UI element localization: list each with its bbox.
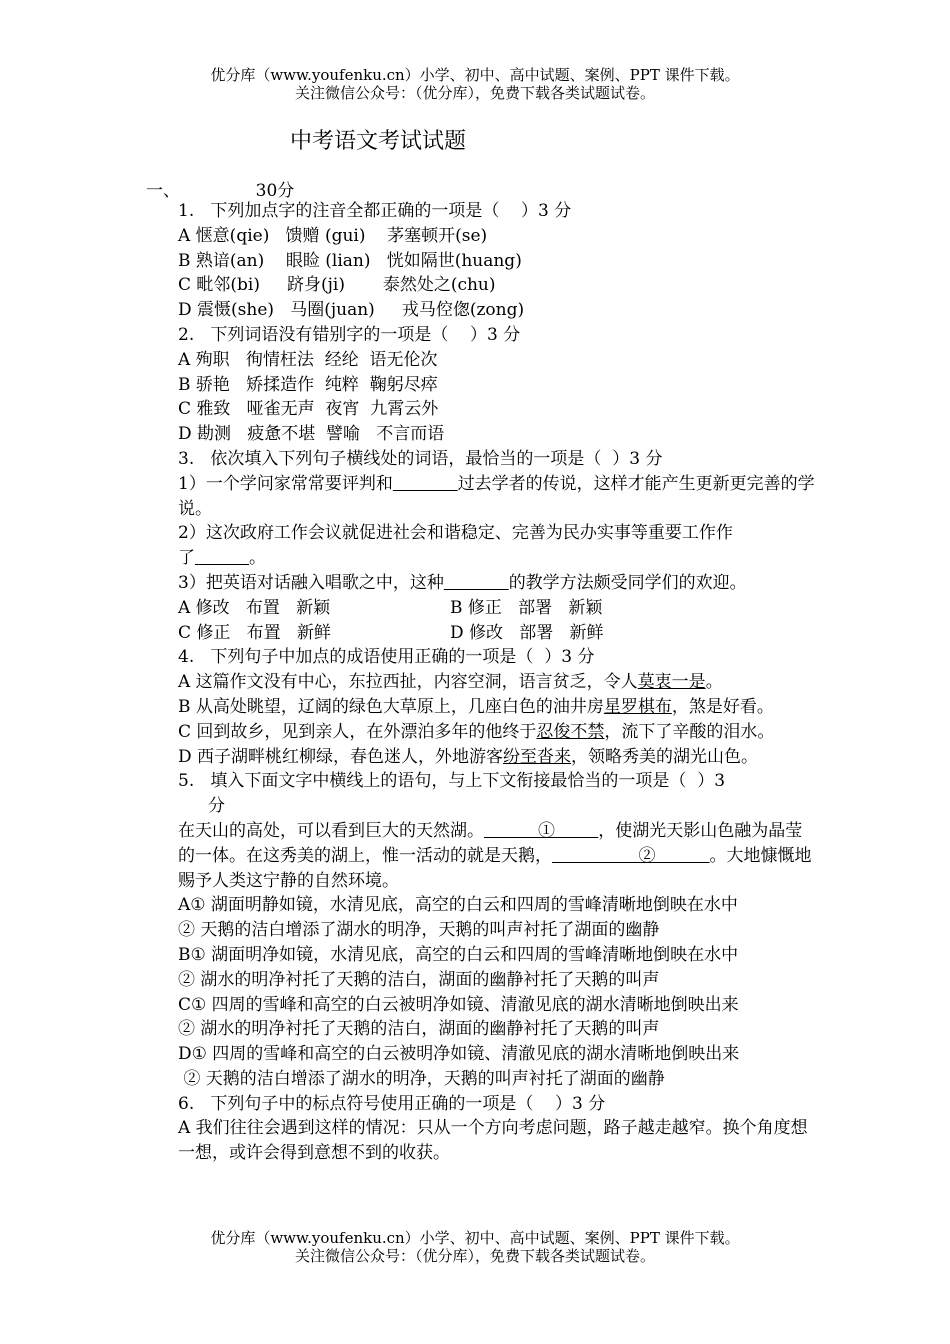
q2-option-c: C 雅致 哑雀无声 夜宵 九霄云外: [178, 399, 439, 420]
q4-option-d: [178, 745, 818, 770]
q5-passage-part-1: 在天山的高处，可以看到巨大的天然湖。: [178, 820, 484, 841]
q3-s1-text-a: 1）一个学问家常常要评判和: [178, 473, 393, 494]
q3-options-row-1: [178, 596, 818, 621]
q4-a-idiom: 莫衷一是: [637, 672, 706, 693]
q1-stem: 1. 下列加点字的注音全都正确的一项是（ ）3 分: [178, 201, 572, 221]
q3-option-a: A 修改 布置 新颖: [178, 597, 331, 618]
q1-option-c: C 毗邻(bi) 跻身(ji) 泰然处之(chu): [178, 275, 496, 296]
section-number: 一、: [146, 181, 180, 201]
q5-blank-1-marker: ①: [538, 820, 556, 841]
q4-a-tail: 。: [705, 672, 723, 693]
q3-s3-text-b: 的教学方法颇受同学们的欢迎。: [508, 572, 747, 593]
q4-option-a: [178, 670, 818, 695]
q5-passage-part-3: 。大地慷慨地赐予人类这宁静的自然环境。: [178, 845, 812, 891]
q3-sentence-3: [178, 571, 818, 596]
q3-option-b: B 修正 部署 新颖: [450, 597, 603, 618]
q3-s1-text-b: 过去学者的传说，这样才能产生更新更完善的学说。: [178, 473, 815, 519]
q5-option-b-2: ② 湖水的明净衬托了天鹅的洁白，湖面的幽静衬托了天鹅的叫声: [178, 969, 660, 990]
q5-option-c-1: C① 四周的雪峰和高空的白云被明净如镜、清澈见底的湖水清晰地倒映出来: [178, 994, 739, 1015]
exam-content: [178, 199, 818, 1166]
q5-passage: [178, 819, 818, 893]
q6-stem: 6. 下列句子中的标点符号使用正确的一项是（ ）3 分: [178, 1093, 606, 1114]
footer-line-2: 关注微信公众号：（优分库），免费下载各类试题试卷。: [294, 1247, 655, 1265]
footer-line-1: 优分库（www.youfenku.cn）小学、初中、高中试题、案例、PPT 课件下载。: [210, 1229, 740, 1247]
q3-option-c: C 修正 布置 新鲜: [178, 622, 331, 643]
q5-blank-1: [484, 821, 598, 841]
header-banner: [0, 66, 950, 102]
q4-c-idiom: 忍俊不禁: [536, 721, 605, 742]
q6-option-a: A 我们往往会遇到这样的情况：只从一个方向考虑问题，路子越走越窄。换个角度想一想，或许会得到意想不到的收获。: [178, 1118, 808, 1164]
q1-option-a: A 惬意(qie) 馈赠 (gui) 茅塞顿开(se): [178, 225, 488, 246]
q2-option-b: B 骄艳 矫揉造作 纯粹 鞠躬尽瘁: [178, 374, 438, 395]
q2-option-d: D 勘测 疲惫不堪 譬喻 不言而语: [178, 424, 445, 445]
q1-option-d: D 震慑(she) 马圈(juan) 戎马倥偬(zong): [178, 300, 525, 321]
q3-options-row-2: [178, 621, 818, 646]
q3-sentence-1: [178, 472, 818, 522]
q4-a-text: A 这篇作文没有中心，东拉西扯，内容空洞，语言贫乏，令人: [178, 672, 638, 693]
footer-banner: [0, 1229, 950, 1265]
q4-option-c: [178, 720, 818, 745]
q5-option-d-1: D① 四周的雪峰和高空的白云被明净如镜、清澈见底的湖水清晰地倒映出来: [178, 1044, 740, 1065]
q5-blank-2-marker: ②: [638, 845, 656, 866]
q3-s3-text-a: 3）把英语对话融入唱歌之中，这种: [178, 572, 444, 593]
q4-b-tail: ，煞是好看。: [671, 696, 774, 717]
q5-blank-2: [552, 846, 710, 866]
document-title: 中考语文考试试题: [290, 129, 467, 154]
q3-stem: 3. 依次填入下列句子横线处的词语，最恰当的一项是（ ）3 分: [178, 448, 663, 469]
q3-s2-text-b: 。: [249, 548, 267, 569]
q5-stem-line-1: 5. 填入下面文字中横线上的语句，与上下文衔接最恰当的一项是（ ）3: [178, 771, 726, 792]
q3-blank-2: [195, 548, 249, 568]
section-score: 30分: [255, 181, 295, 201]
q4-option-b: [178, 695, 818, 720]
q5-stem-line-2: 分: [208, 796, 225, 817]
q3-s2-text-a: 2）这次政府工作会议就促进社会和谐稳定、完善为民办实事等重要工作作了: [178, 523, 733, 569]
header-line-1: 优分库（www.youfenku.cn）小学、初中、高中试题、案例、PPT 课件下载。: [210, 66, 740, 84]
q2-stem: 2. 下列词语没有错别字的一项是（ ）3 分: [178, 324, 521, 345]
q5-passage-part-2: ，使湖光天影山色融为晶莹的一体。在这秀美的湖上，惟一活动的就是天鹅，: [178, 820, 803, 866]
q5-option-c-2: ② 湖水的明净衬托了天鹅的洁白，湖面的幽静衬托了天鹅的叫声: [178, 1019, 660, 1040]
q1-option-b: B 熟谙(an) 眼睑 (lian) 恍如隔世(huang): [178, 250, 522, 271]
section-1-heading: [146, 176, 294, 201]
q5-option-d-2: ② 天鹅的洁白增添了湖水的明净，天鹅的叫声衬托了湖面的幽静: [178, 1068, 665, 1089]
q5-option-b-1: B① 湖面明净如镜，水清见底，高空的白云和四周的雪峰清晰地倒映在水中: [178, 944, 739, 965]
q4-b-text: B 从高处眺望，辽阔的绿色大草原上，几座白色的油井房: [178, 696, 604, 717]
q3-sentence-2: [178, 521, 818, 571]
q4-c-text: C 回到故乡，见到亲人，在外漂泊多年的他终于: [178, 721, 537, 742]
q4-c-tail: ，流下了辛酸的泪水。: [604, 721, 775, 742]
q4-b-idiom: 星罗棋布: [603, 696, 672, 717]
q4-d-tail: ，领略秀美的湖光山色。: [571, 746, 759, 767]
q4-stem: 4. 下列句子中加点的成语使用正确的一项是（ ）3 分: [178, 647, 595, 668]
q2-option-a: A 殉职 徇情枉法 经纶 语无伦次: [178, 349, 438, 370]
q4-d-idiom: 纷至沓来: [503, 746, 572, 767]
q3-blank-1: [393, 474, 458, 494]
q5-option-a-1: A① 湖面明静如镜，水清见底，高空的白云和四周的雪峰清晰地倒映在水中: [178, 895, 738, 916]
q3-blank-3: [444, 573, 509, 593]
q4-d-text: D 西子湖畔桃红柳绿，春色迷人，外地游客: [178, 746, 504, 767]
header-line-2: 关注微信公众号：（优分库），免费下载各类试题试卷。: [294, 84, 655, 102]
q3-option-d: D 修改 部署 新鲜: [450, 622, 604, 643]
q5-option-a-2: ② 天鹅的洁白增添了湖水的明净，天鹅的叫声衬托了湖面的幽静: [178, 920, 660, 941]
